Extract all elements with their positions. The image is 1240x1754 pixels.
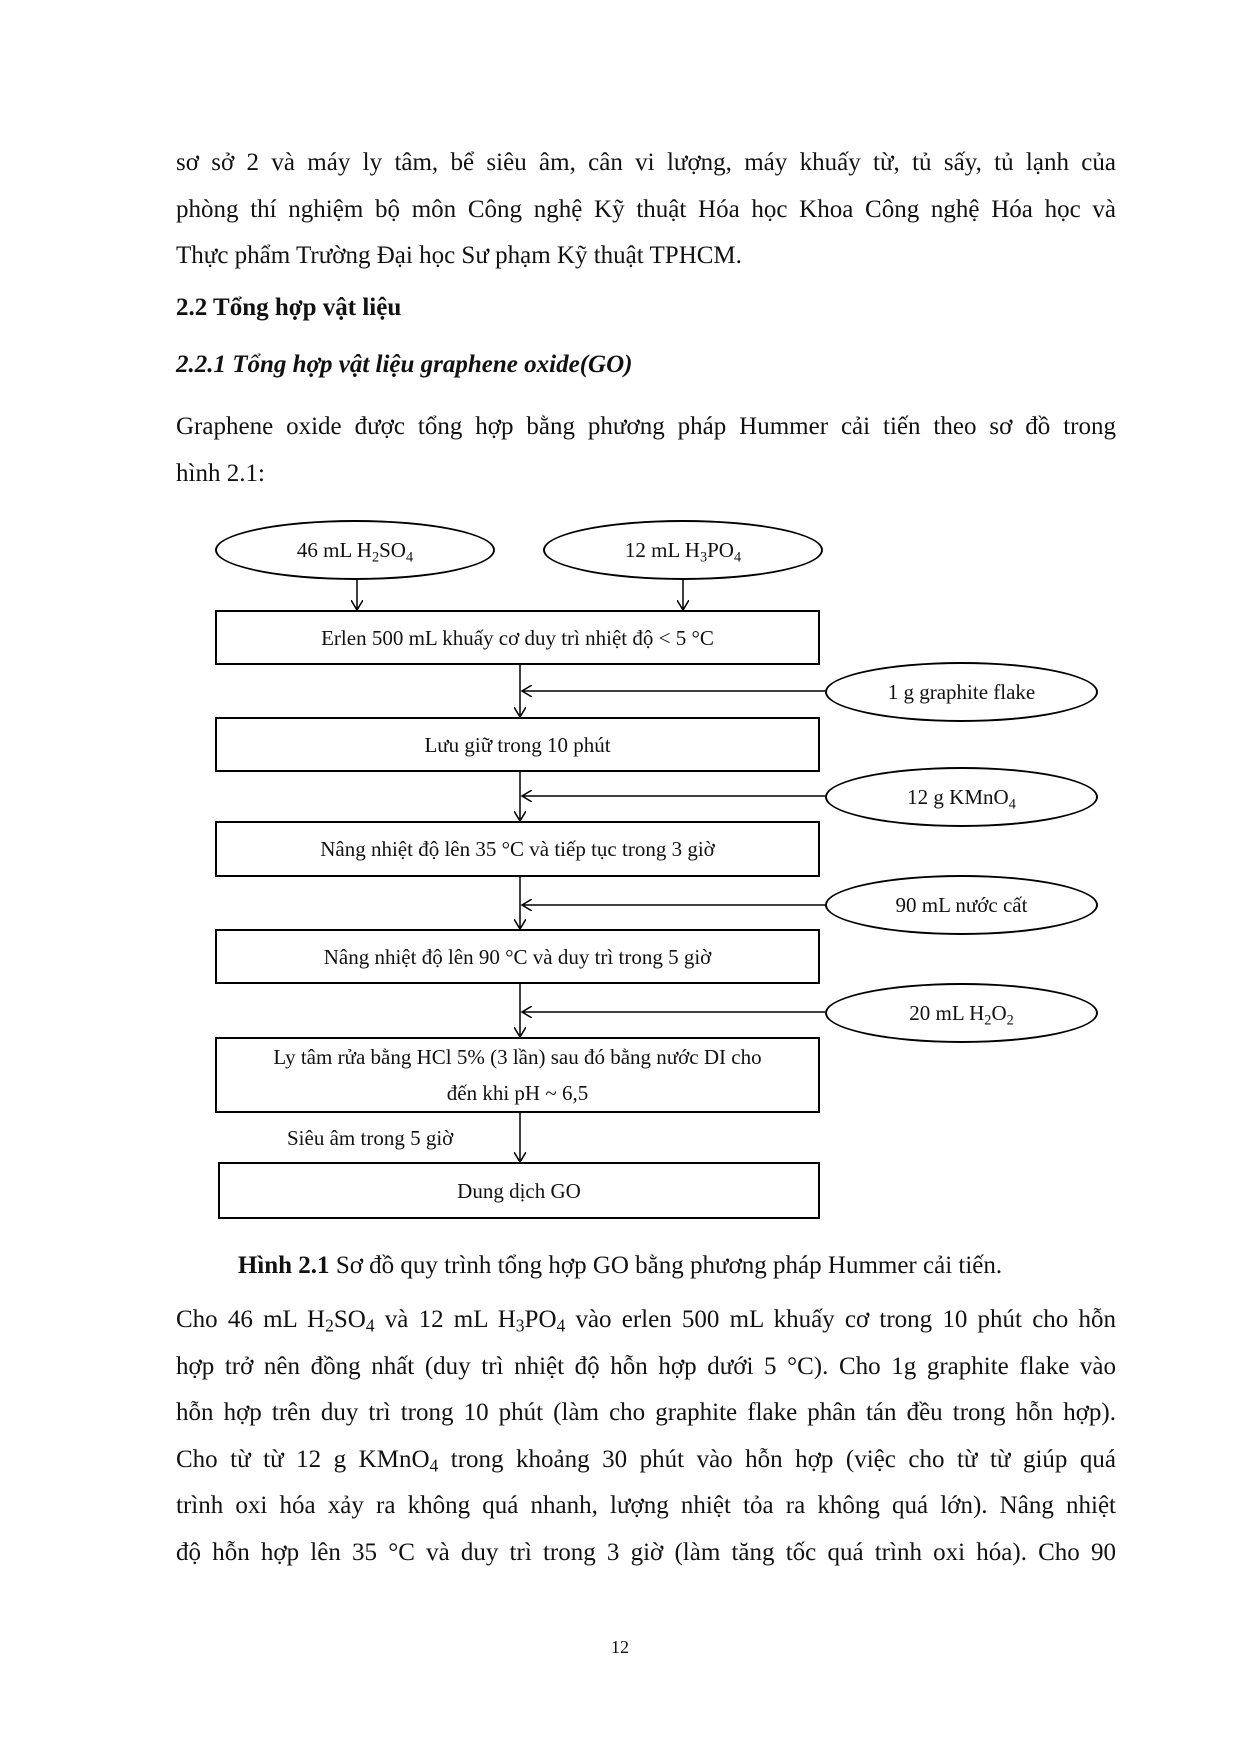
- intro-line: Thực phẩm Trường Đại học Sư phạm Kỹ thuật TPHCM.: [176, 242, 742, 269]
- step-5-line: đến khi pH ~ 6,5: [446, 1081, 589, 1105]
- step-5-box: [215, 1037, 820, 1113]
- body-line: trình oxi hóa xảy ra không quá nhanh, lượng nhiệt tỏa ra không quá lớn). Nâng nhiệt: [176, 1492, 1116, 1519]
- body-line: Cho 46 mL H2SO4 và 12 mL H3PO4 vào erlen 500 mL khuấy cơ trong 10 phút cho hỗn: [176, 1306, 1116, 1336]
- body-line: độ hỗn hợp lên 35 °C và duy trì trong 3 giờ (làm tăng tốc quá trình oxi hóa). Cho 90: [176, 1538, 1116, 1566]
- oval-h2so4-label: 46 mL $H_2SO_4$: [296, 537, 414, 565]
- section-heading: 2.2 Tổng hợp vật liệu: [176, 294, 402, 321]
- intro-line: sơ sở 2 và máy ly tâm, bể siêu âm, cân vi lượng, máy khuấy từ, tủ sấy, tủ lạnh của: [176, 149, 1116, 176]
- body-paragraph: [176, 1297, 1116, 1576]
- figure-label: Hình 2.1: [237, 1252, 330, 1279]
- oval-water: 90 mL nước cất: [825, 875, 1098, 935]
- figure-caption-text: Sơ đồ quy trình tổng hợp GO bằng phương pháp Hummer cải tiến.: [329, 1252, 1003, 1279]
- step-5-line: Ly tâm rửa bằng HCl 5% (3 lần) sau đó bằng nước DI cho: [273, 1045, 762, 1069]
- step-2-box: Lưu giữ trong 10 phút: [215, 717, 820, 772]
- step-1-box: Erlen 500 mL khuấy cơ duy trì nhiệt độ < 5 °C: [215, 610, 820, 665]
- oval-h3po4-label: 12 mL $H_3PO_4$: [624, 537, 742, 565]
- figure-caption: [0, 1252, 1240, 1280]
- lead-line: Graphene oxide được tổng hợp bằng phương pháp Hummer cải tiến theo sơ đồ trong: [176, 413, 1116, 440]
- subsection-heading: 2.2.1 Tổng hợp vật liệu graphene oxide(GO): [176, 351, 633, 378]
- body-line: hỗn hợp trên duy trì trong 10 phút (làm cho graphite flake phân tán đều trong hỗn hợp).: [176, 1399, 1116, 1426]
- step-4-box: Nâng nhiệt độ lên 90 °C và duy trì trong 5 giờ: [215, 929, 820, 984]
- lead-line: hình 2.1:: [176, 459, 265, 487]
- sonication-label: Siêu âm trong 5 giờ: [287, 1126, 454, 1150]
- oval-h2so4: [215, 520, 495, 580]
- oval-graphite: 1 g graphite flake: [825, 662, 1098, 722]
- step-3-box: Nâng nhiệt độ lên 35 °C và tiếp tục trong 3 giờ: [215, 821, 820, 877]
- page-number: 12: [611, 1637, 629, 1657]
- final-box: Dung dịch GO: [218, 1162, 820, 1219]
- oval-h2o2: [825, 983, 1098, 1043]
- body-line: hợp trở nên đồng nhất (duy trì nhiệt độ hỗn hợp dưới 5 °C). Cho 1g graphite flake vào: [176, 1352, 1116, 1380]
- intro-line: phòng thí nghiệm bộ môn Công nghệ Kỹ thuật Hóa học Khoa Công nghệ Hóa học và: [176, 195, 1116, 223]
- oval-kmno4-label: 12 g KMnO$_4$: [907, 784, 1016, 812]
- oval-h3po4: [543, 520, 823, 580]
- body-line: Cho từ từ 12 g KMnO4 trong khoảng 30 phút vào hỗn hợp (việc cho từ từ giúp quá: [176, 1445, 1116, 1475]
- oval-h2o2-label: 20 mL $H_2O_2$: [909, 1000, 1014, 1028]
- oval-kmno4: [825, 767, 1098, 827]
